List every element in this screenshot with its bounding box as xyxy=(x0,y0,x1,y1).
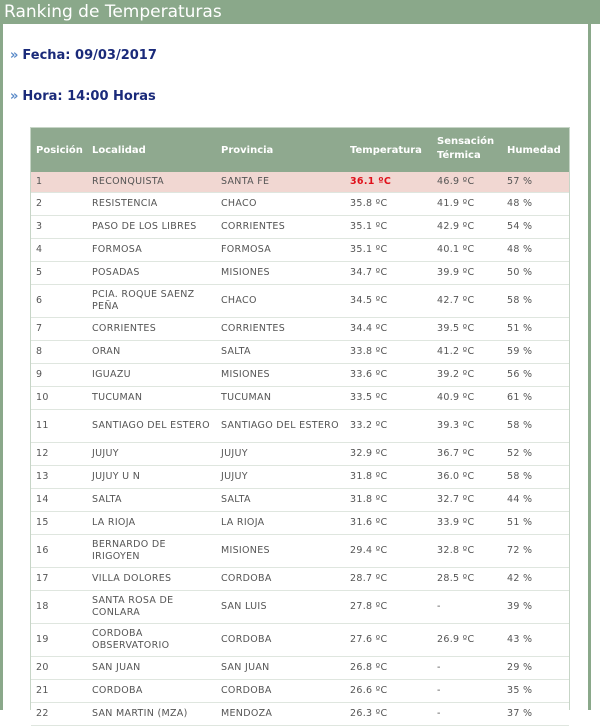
cell-locality: VILLA DOLORES xyxy=(92,573,172,584)
cell-temperature: 28.7 ºC xyxy=(350,573,388,584)
table-row xyxy=(31,410,569,443)
cell-province: CORRIENTES xyxy=(221,221,286,232)
cell-province: MENDOZA xyxy=(221,708,273,719)
column-header-locality: Localidad xyxy=(92,145,146,156)
table-row xyxy=(31,512,569,535)
cell-locality: TUCUMAN xyxy=(92,392,143,403)
cell-position: 20 xyxy=(36,662,49,673)
cell-temperature: 35.1 ºC xyxy=(350,221,388,232)
double-chevron-icon: » xyxy=(10,89,19,104)
cell-humidity: 35 % xyxy=(507,685,533,696)
column-header-province: Provincia xyxy=(221,145,274,156)
table-row xyxy=(31,318,569,341)
cell-humidity: 50 % xyxy=(507,267,533,278)
table-body xyxy=(31,172,569,726)
cell-temperature: 35.1 ºC xyxy=(350,244,388,255)
cell-province: SANTA FE xyxy=(221,176,270,187)
cell-province: MISIONES xyxy=(221,267,270,278)
cell-province: TUCUMAN xyxy=(221,392,272,403)
cell-position: 12 xyxy=(36,448,49,459)
cell-province: SAN LUIS xyxy=(221,601,267,612)
table-row xyxy=(31,624,569,657)
cell-temperature: 31.8 ºC xyxy=(350,494,388,505)
cell-province: MISIONES xyxy=(221,369,270,380)
time-line xyxy=(10,89,156,104)
cell-temperature: 26.8 ºC xyxy=(350,662,388,673)
table-row xyxy=(31,535,569,568)
cell-locality: SANTA ROSA DE CONLARA xyxy=(92,595,174,618)
cell-humidity: 29 % xyxy=(507,662,533,673)
cell-province: CORDOBA xyxy=(221,634,272,645)
cell-feels-like: 39.9 ºC xyxy=(437,267,475,278)
cell-position: 8 xyxy=(36,346,43,357)
cell-province: JUJUY xyxy=(221,471,248,482)
cell-humidity: 52 % xyxy=(507,448,533,459)
column-header-feels-like: Sensación Térmica xyxy=(437,136,495,161)
cell-locality: CORRIENTES xyxy=(92,323,157,334)
cell-province: CHACO xyxy=(221,198,257,209)
cell-temperature: 33.2 ºC xyxy=(350,420,388,431)
cell-temperature: 33.8 ºC xyxy=(350,346,388,357)
cell-temperature: 34.5 ºC xyxy=(350,295,388,306)
cell-feels-like: 39.3 ºC xyxy=(437,420,475,431)
cell-position: 6 xyxy=(36,295,43,306)
table-row xyxy=(31,568,569,591)
cell-temperature: 33.6 ºC xyxy=(350,369,388,380)
table-header xyxy=(31,128,569,172)
cell-locality: SAN JUAN xyxy=(92,662,141,673)
cell-province: SANTIAGO DEL ESTERO xyxy=(221,420,339,431)
frame-left-border xyxy=(0,24,3,710)
table-row xyxy=(31,703,569,726)
cell-province: JUJUY xyxy=(221,448,248,459)
table-row xyxy=(31,680,569,703)
date-line xyxy=(10,48,157,63)
cell-humidity: 39 % xyxy=(507,601,533,612)
table-row xyxy=(31,193,569,216)
cell-position: 18 xyxy=(36,601,49,612)
cell-feels-like: 36.7 ºC xyxy=(437,448,475,459)
frame-right-border xyxy=(588,24,591,710)
cell-feels-like: 36.0 ºC xyxy=(437,471,475,482)
cell-position: 17 xyxy=(36,573,49,584)
cell-locality: IGUAZU xyxy=(92,369,131,380)
cell-position: 9 xyxy=(36,369,43,380)
cell-temperature: 26.3 ºC xyxy=(350,708,388,719)
cell-feels-like: - xyxy=(437,685,441,696)
table-row xyxy=(31,239,569,262)
cell-humidity: 44 % xyxy=(507,494,533,505)
cell-temperature: 34.7 ºC xyxy=(350,267,388,278)
cell-locality: RECONQUISTA xyxy=(92,176,164,187)
cell-position: 1 xyxy=(36,176,43,187)
cell-locality: LA RIOJA xyxy=(92,517,136,528)
cell-province: CORDOBA xyxy=(221,573,272,584)
cell-feels-like: 39.2 ºC xyxy=(437,369,475,380)
cell-humidity: 37 % xyxy=(507,708,533,719)
cell-feels-like: 28.5 ºC xyxy=(437,573,475,584)
date-text: Fecha: 09/03/2017 xyxy=(22,48,157,63)
page-title: Ranking de Temperaturas xyxy=(0,0,600,24)
cell-feels-like: 39.5 ºC xyxy=(437,323,475,334)
cell-humidity: 51 % xyxy=(507,517,533,528)
cell-feels-like: 41.9 ºC xyxy=(437,198,475,209)
cell-province: CORDOBA xyxy=(221,685,272,696)
cell-feels-like: - xyxy=(437,662,441,673)
cell-humidity: 58 % xyxy=(507,295,533,306)
cell-humidity: 72 % xyxy=(507,545,533,556)
cell-humidity: 59 % xyxy=(507,346,533,357)
cell-humidity: 56 % xyxy=(507,369,533,380)
table-row xyxy=(31,364,569,387)
cell-humidity: 48 % xyxy=(507,244,533,255)
table-row xyxy=(31,657,569,680)
cell-locality: SAN MARTIN (MZA) xyxy=(92,708,188,719)
cell-temperature: 26.6 ºC xyxy=(350,685,388,696)
cell-temperature: 29.4 ºC xyxy=(350,545,388,556)
column-header-temperature: Temperatura xyxy=(350,145,422,156)
cell-position: 21 xyxy=(36,685,49,696)
cell-temperature: 36.1 ºC xyxy=(350,176,392,187)
cell-position: 13 xyxy=(36,471,49,482)
cell-feels-like: - xyxy=(437,601,441,612)
cell-feels-like: 46.9 ºC xyxy=(437,176,475,187)
cell-province: MISIONES xyxy=(221,545,270,556)
cell-position: 16 xyxy=(36,545,49,556)
cell-humidity: 43 % xyxy=(507,634,533,645)
cell-humidity: 58 % xyxy=(507,471,533,482)
cell-position: 10 xyxy=(36,392,49,403)
cell-locality: RESISTENCIA xyxy=(92,198,158,209)
table-row xyxy=(31,341,569,364)
cell-locality: PCIA. ROQUE SAENZ PEÑA xyxy=(92,289,195,312)
column-header-humidity: Humedad xyxy=(507,145,561,156)
table-row xyxy=(31,591,569,624)
cell-locality: BERNARDO DE IRIGOYEN xyxy=(92,539,166,562)
table-row xyxy=(31,285,569,318)
cell-position: 22 xyxy=(36,708,49,719)
cell-temperature: 27.6 ºC xyxy=(350,634,388,645)
cell-humidity: 61 % xyxy=(507,392,533,403)
cell-feels-like: 32.7 ºC xyxy=(437,494,475,505)
cell-position: 14 xyxy=(36,494,49,505)
time-text: Hora: 14:00 Horas xyxy=(22,89,156,104)
cell-locality: ORAN xyxy=(92,346,121,357)
cell-province: CHACO xyxy=(221,295,257,306)
cell-position: 11 xyxy=(36,420,49,431)
cell-position: 5 xyxy=(36,267,43,278)
cell-position: 7 xyxy=(36,323,43,334)
cell-temperature: 31.8 ºC xyxy=(350,471,388,482)
cell-humidity: 57 % xyxy=(507,176,533,187)
cell-locality: SALTA xyxy=(92,494,122,505)
cell-province: SALTA xyxy=(221,346,251,357)
cell-feels-like: 40.9 ºC xyxy=(437,392,475,403)
cell-feels-like: 40.1 ºC xyxy=(437,244,475,255)
cell-locality: PASO DE LOS LIBRES xyxy=(92,221,197,232)
table-row xyxy=(31,216,569,239)
cell-locality: POSADAS xyxy=(92,267,140,278)
table-row xyxy=(31,387,569,410)
cell-feels-like: 42.7 ºC xyxy=(437,295,475,306)
table-row xyxy=(31,172,569,193)
cell-humidity: 58 % xyxy=(507,420,533,431)
table-row xyxy=(31,466,569,489)
cell-temperature: 31.6 ºC xyxy=(350,517,388,528)
cell-province: CORRIENTES xyxy=(221,323,286,334)
cell-locality: JUJUY xyxy=(92,448,119,459)
cell-temperature: 34.4 ºC xyxy=(350,323,388,334)
cell-feels-like: 26.9 ºC xyxy=(437,634,475,645)
cell-position: 2 xyxy=(36,198,43,209)
cell-feels-like: 32.8 ºC xyxy=(437,545,475,556)
column-header-position: Posición xyxy=(36,145,83,156)
cell-feels-like: - xyxy=(437,708,441,719)
table-row xyxy=(31,443,569,466)
cell-humidity: 42 % xyxy=(507,573,533,584)
cell-position: 19 xyxy=(36,634,49,645)
cell-locality: SANTIAGO DEL ESTERO xyxy=(92,420,210,431)
cell-position: 15 xyxy=(36,517,49,528)
cell-humidity: 54 % xyxy=(507,221,533,232)
cell-province: LA RIOJA xyxy=(221,517,265,528)
table-row xyxy=(31,489,569,512)
cell-temperature: 35.8 ºC xyxy=(350,198,388,209)
cell-locality: CORDOBA xyxy=(92,685,143,696)
cell-feels-like: 42.9 ºC xyxy=(437,221,475,232)
double-chevron-icon: » xyxy=(10,48,19,63)
cell-humidity: 48 % xyxy=(507,198,533,209)
cell-temperature: 27.8 ºC xyxy=(350,601,388,612)
cell-locality: JUJUY U N xyxy=(92,471,141,482)
cell-feels-like: 41.2 ºC xyxy=(437,346,475,357)
table-row xyxy=(31,262,569,285)
cell-position: 3 xyxy=(36,221,43,232)
cell-province: SAN JUAN xyxy=(221,662,270,673)
cell-locality: FORMOSA xyxy=(92,244,143,255)
cell-temperature: 32.9 ºC xyxy=(350,448,388,459)
cell-province: FORMOSA xyxy=(221,244,272,255)
ranking-table xyxy=(30,127,570,719)
cell-locality: CORDOBA OBSERVATORIO xyxy=(92,628,170,651)
cell-temperature: 33.5 ºC xyxy=(350,392,388,403)
cell-province: SALTA xyxy=(221,494,251,505)
cell-humidity: 51 % xyxy=(507,323,533,334)
cell-feels-like: 33.9 ºC xyxy=(437,517,475,528)
cell-position: 4 xyxy=(36,244,43,255)
